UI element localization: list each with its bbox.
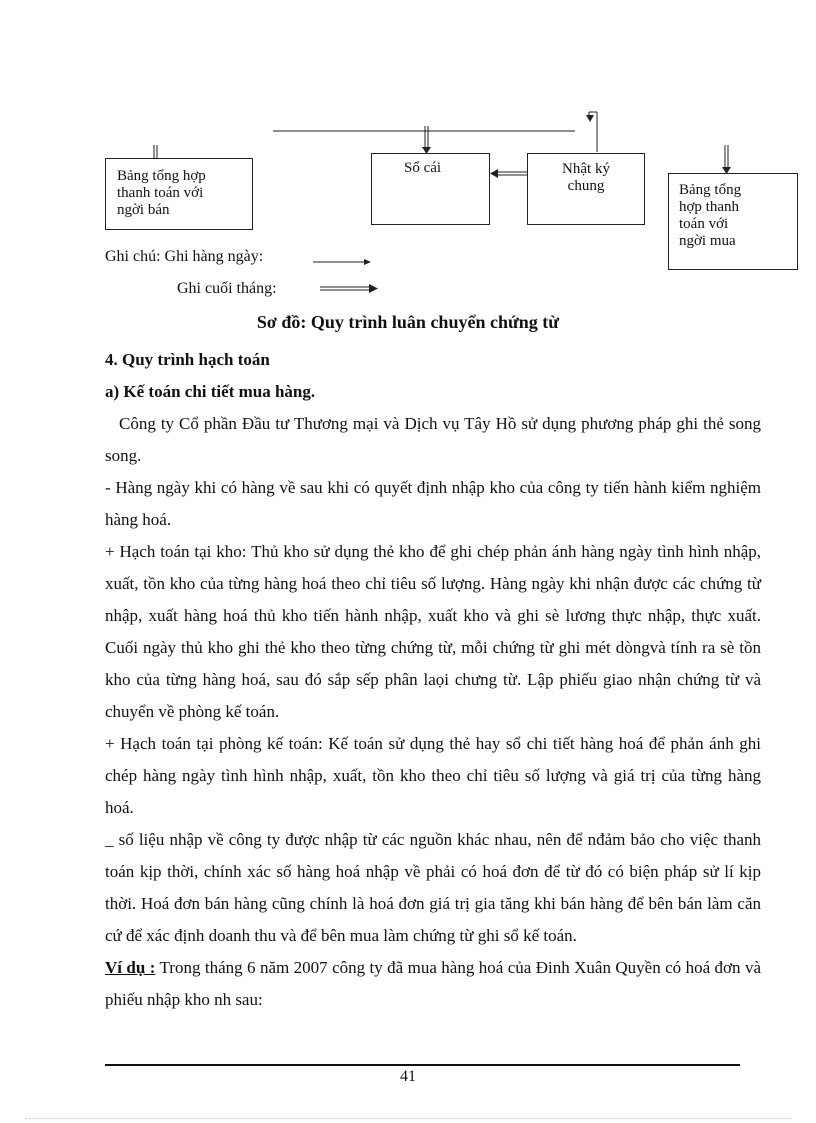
page-bottom-dotted-line [25, 1118, 791, 1119]
legend-label: Ghi chú: [105, 248, 161, 265]
section-heading-a: a) Kế toán chi tiết mua hàng. [105, 382, 316, 401]
footer-rule [105, 1064, 740, 1066]
legend-monthly-arrow [369, 284, 378, 293]
legend-monthly-text: Ghi cuối tháng: [177, 280, 277, 297]
section-heading-4: 4. Quy trình hạch toán [105, 350, 270, 369]
paragraph-5: _ số liệu nhập về công ty được nhập từ các nguồn khác nhau, nên để nđảm bảo cho việc thanh toán kịp thời, chính xác số hàng hoá nhập về phải có hoá đơn để từ đó có biện pháp sử lí kịp thời. Hoá đơn bán hàng cũng chính là hoá đơn giá trị gia tăng khi bán hàng để bên bán làm căn cứ để xác định doanh thu và để bên mua làm chứng từ ghi sổ kế toán. [105, 830, 761, 945]
box-bang-tong-hop-nguoi-mua: Bảng tổng hợp thanh toán với ngời mua [668, 173, 798, 270]
document-body [105, 344, 761, 1016]
legend-daily-text: Ghi hàng ngày: [164, 248, 264, 265]
paragraph-1: Công ty Cổ phần Đầu tư Thương mại và Dịch vụ Tây Hồ sử dụng phương pháp ghi thẻ song song. [105, 414, 761, 465]
paragraph-3: + Hạch toán tại kho: Thủ kho sử dụng thẻ kho để ghi chép phản ánh hàng ngày tình hình nhập, xuất, tồn kho của từng hàng hoá theo chỉ tiêu số lượng. Hàng ngày khi nhận được các chứng từ nhập, xuất hàng hoá thủ kho tiến hành nhập, xuất kho và ghi sè lương thực nhập, thực xuất. Cuối ngày thủ kho ghi thẻ kho theo từng chứng từ, mỗi chứng từ ghi mét dòngvà tính ra sè tồn kho của từng hàng hoá, sau đó sắp sếp phân laọi chưng từ. Lập phiếu giao nhận chứng từ và chuyển về phòng kế toán. [105, 542, 761, 721]
example-label: Ví dụ : [105, 958, 156, 977]
paragraph-4: + Hạch toán tại phòng kế toán: Kế toán sử dụng thẻ hay sổ chi tiết hàng hoá để phản ánh ghi chép hàng ngày tình hình nhập, xuất, tồn kho theo chỉ tiêu số lượng và giá trị của từng hàng hoá. [105, 734, 761, 817]
arrow-into-nhatky-top [586, 115, 594, 122]
page-number: 41 [400, 1068, 416, 1085]
box-bang-tong-hop-nguoi-ban: Bảng tổng hợp thanh toán với ngời bán [105, 158, 253, 230]
arrow-nhatky-to-socai [490, 169, 498, 178]
paragraph-6 [105, 952, 761, 1016]
legend-daily-arrow [364, 259, 371, 265]
diagram-title: Sơ đồ: Quy trình luân chuyển chứng từ [256, 312, 560, 332]
box-so-cai: Sổ cái [371, 153, 490, 225]
paragraph-2: - Hàng ngày khi có hàng về sau khi có quyết định nhập kho của công ty tiến hành kiểm nghiệm hàng hoá. [105, 478, 761, 529]
box-nhat-ky-chung: Nhật ký chung [527, 153, 645, 225]
legend-monthly-row [177, 280, 277, 298]
example-text: Trong tháng 6 năm 2007 công ty đã mua hàng hoá của Đinh Xuân Quyền có hoá đơn và phiếu nhập kho nh sau: [105, 958, 761, 1009]
flow-diagram [0, 0, 816, 300]
legend-daily-row [105, 248, 263, 266]
